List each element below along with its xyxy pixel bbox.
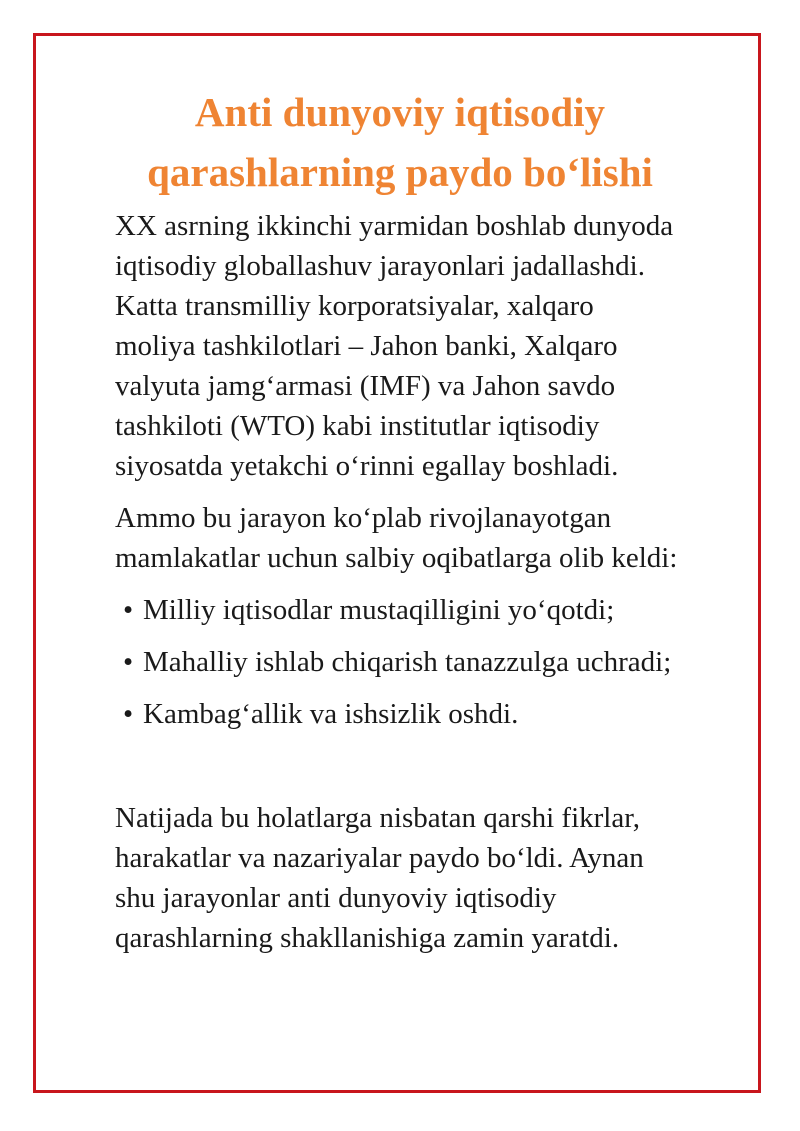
title-line-2: qarashlarning paydo bo‘lishi	[147, 149, 653, 195]
paragraph-line: Natijada bu holatlarga nisbatan qarshi fikrlar,	[115, 802, 640, 834]
page-title	[36, 82, 764, 202]
paragraph-line: qarashlarning shakllanishiga zamin yaratdi.	[115, 922, 620, 954]
paragraph-line: tashkiloti (WTO) kabi institutlar iqtisodiy	[115, 410, 600, 442]
list-item	[123, 636, 750, 688]
paragraph-line: harakatlar va nazariyalar paydo bo‘ldi. Aynan	[115, 842, 644, 874]
paragraph-intro	[115, 206, 750, 486]
paragraph-consequences	[115, 498, 750, 578]
list-item-text: Milliy iqtisodlar mustaqilligini yo‘qotdi;	[143, 594, 615, 626]
bullet-icon: •	[123, 698, 134, 730]
paragraph-conclusion	[115, 798, 750, 958]
list-item	[123, 584, 750, 636]
consequences-list	[115, 584, 750, 740]
list-item-text: Kambag‘allik va ishsizlik oshdi.	[143, 698, 519, 730]
paragraph-line: valyuta jamg‘armasi (IMF) va Jahon savdo	[115, 370, 616, 402]
bullet-icon: •	[123, 594, 134, 626]
paragraph-line: Katta transmilliy korporatsiyalar, xalqaro	[115, 290, 594, 322]
paragraph-line: Ammo bu jarayon ko‘plab rivojlanayotgan	[115, 502, 612, 534]
document-body	[115, 206, 750, 958]
paragraph-line: siyosatda yetakchi o‘rinni egallay boshladi.	[115, 450, 619, 482]
title-line-1: Anti dunyoviy iqtisodiy	[194, 89, 606, 135]
paragraph-line: mamlakatlar uchun salbiy oqibatlarga olib keldi:	[115, 542, 678, 574]
paragraph-line: XX asrning ikkinchi yarmidan boshlab dunyoda	[115, 210, 674, 242]
paragraph-line: shu jarayonlar anti dunyoviy iqtisodiy	[115, 882, 557, 914]
list-item	[123, 688, 750, 740]
bullet-icon: •	[123, 646, 134, 678]
paragraph-line: iqtisodiy globallashuv jarayonlari jadallashdi.	[115, 250, 645, 282]
paragraph-line: moliya tashkilotlari – Jahon banki, Xalqaro	[115, 330, 618, 362]
list-item-text: Mahalliy ishlab chiqarish tanazzulga uchradi;	[143, 646, 672, 678]
